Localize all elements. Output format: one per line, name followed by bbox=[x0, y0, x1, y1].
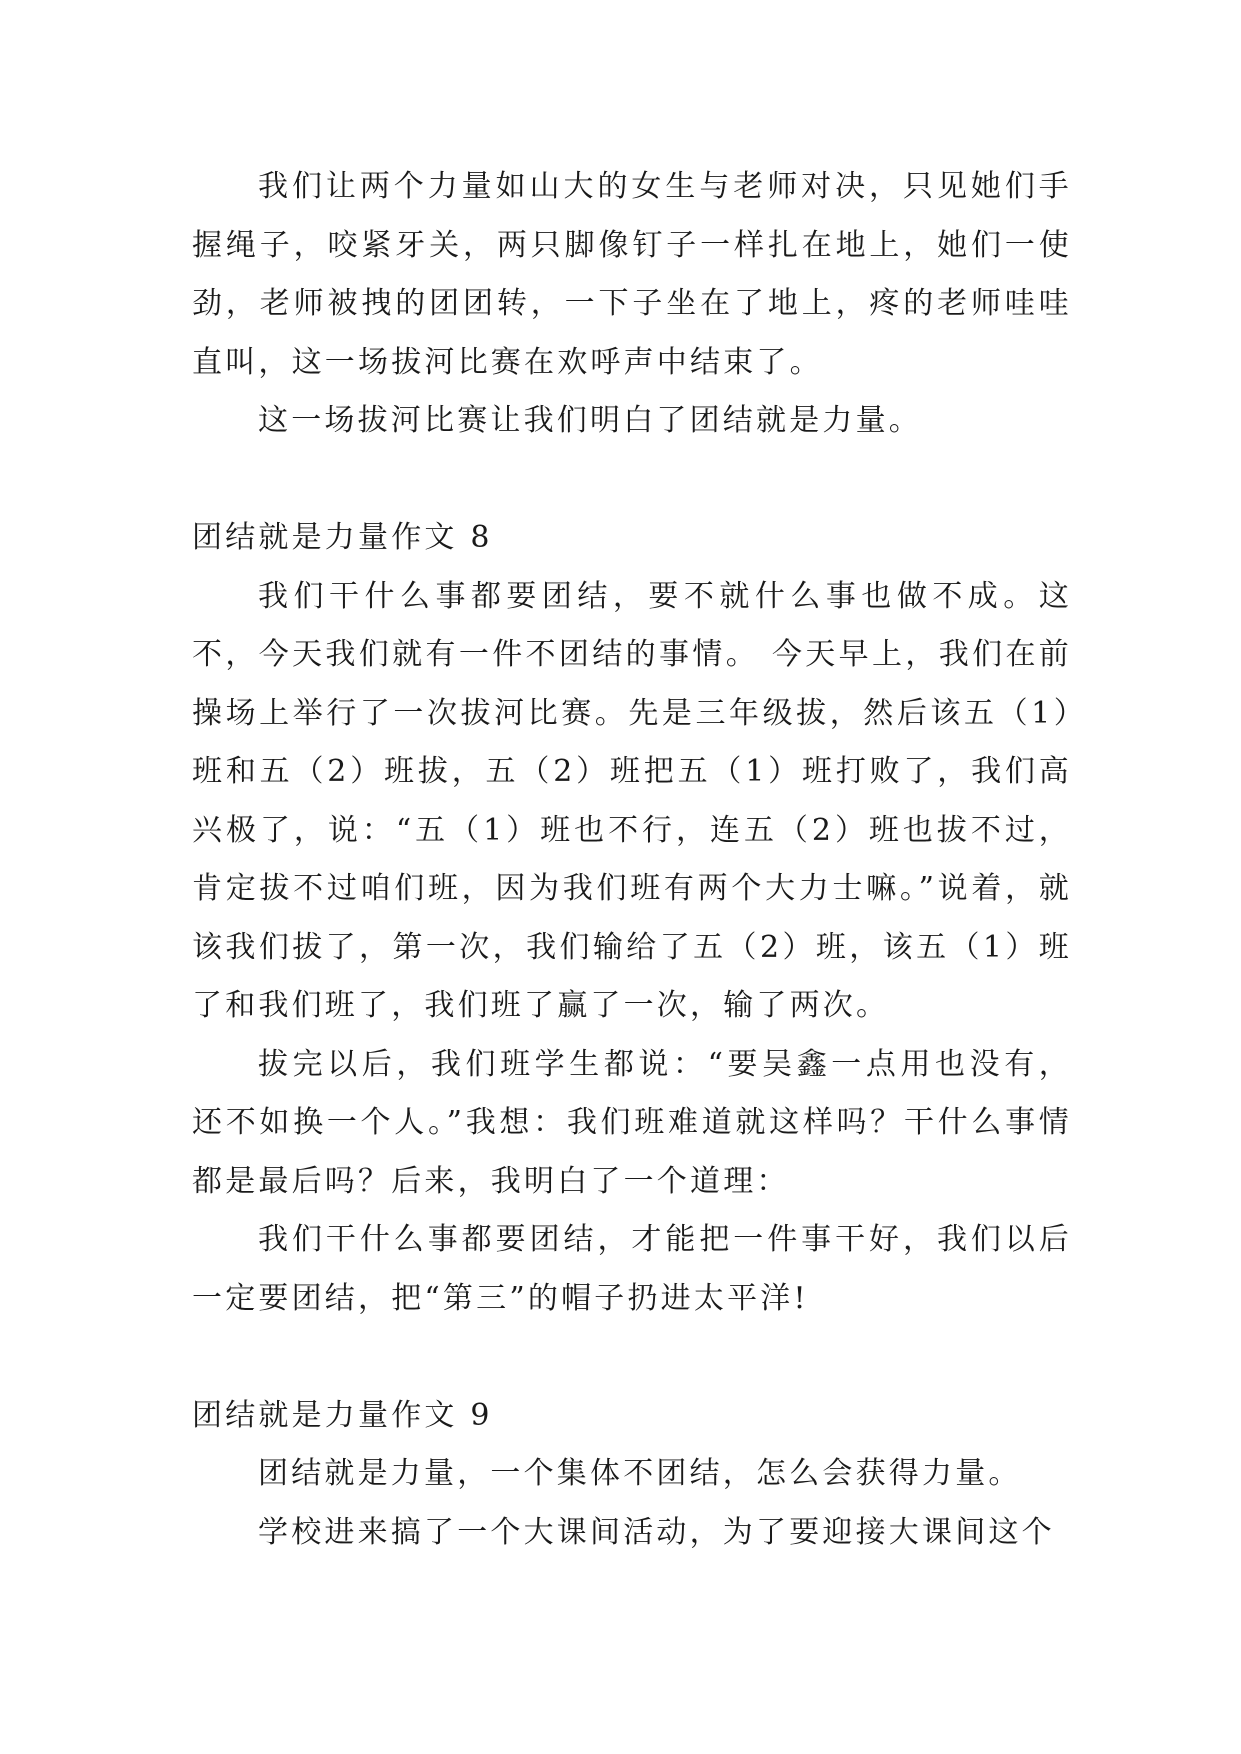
section-heading: 团结就是力量作文 9 bbox=[192, 1397, 493, 1433]
section-gap bbox=[192, 451, 1072, 510]
section-heading: 团结就是力量作文 8 bbox=[192, 520, 493, 555]
paragraph: 团结就是力量，一个集体不团结，怎么会获得力量。 bbox=[258, 1456, 1022, 1491]
paragraph: 我们干什么事都要团结，才能把一件事干好，我们以后一定要团结，把“第三”的帽子扔进太平洋! bbox=[192, 1222, 1072, 1316]
paragraph: 我们干什么事都要团结，要不就什么事也做不成。这不，今天我们就有一件不团结的事情。 今天早上，我们在前操场上举行了一次拔河比赛。先是三年级拔，然后该五（1）班和五（2）班拔，五（2）班把五（1）班打败了，我们高兴极了，说：“五（1）班也不行，连五（2）班也拔不过，肯定拔不过咱们班，因为我们班有两个大力士嘛。”说着，就该我们拔了，第一次，我们输给了五（2）班，该五（1）班了和我们班了，我们班了赢了一次，输了两次。 bbox=[192, 578, 1072, 1023]
paragraph: 我们让两个力量如山大的女生与老师对决，只见她们手握绳子，咬紧牙关，两只脚像钉子一样扎在地上，她们一使劲，老师被拽的团团转，一下子坐在了地上，疼的老师哇哇直叫，这一场拔河比赛在欢呼声中结束了。 bbox=[192, 169, 1072, 380]
paragraph: 学校进来搞了一个大课间活动，为了要迎接大课间这个 bbox=[258, 1514, 1055, 1550]
paragraph: 拔完以后，我们班学生都说：“要吴鑫一点用也没有，还不如换一个人。”我想：我们班难道就这样吗？干什么事情都是最后吗？后来，我明白了一个道理： bbox=[192, 1046, 1072, 1199]
section-gap bbox=[192, 1328, 1072, 1387]
paragraph: 这一场拔河比赛让我们明白了团结就是力量。 bbox=[258, 403, 922, 438]
document-body bbox=[192, 158, 1072, 1562]
